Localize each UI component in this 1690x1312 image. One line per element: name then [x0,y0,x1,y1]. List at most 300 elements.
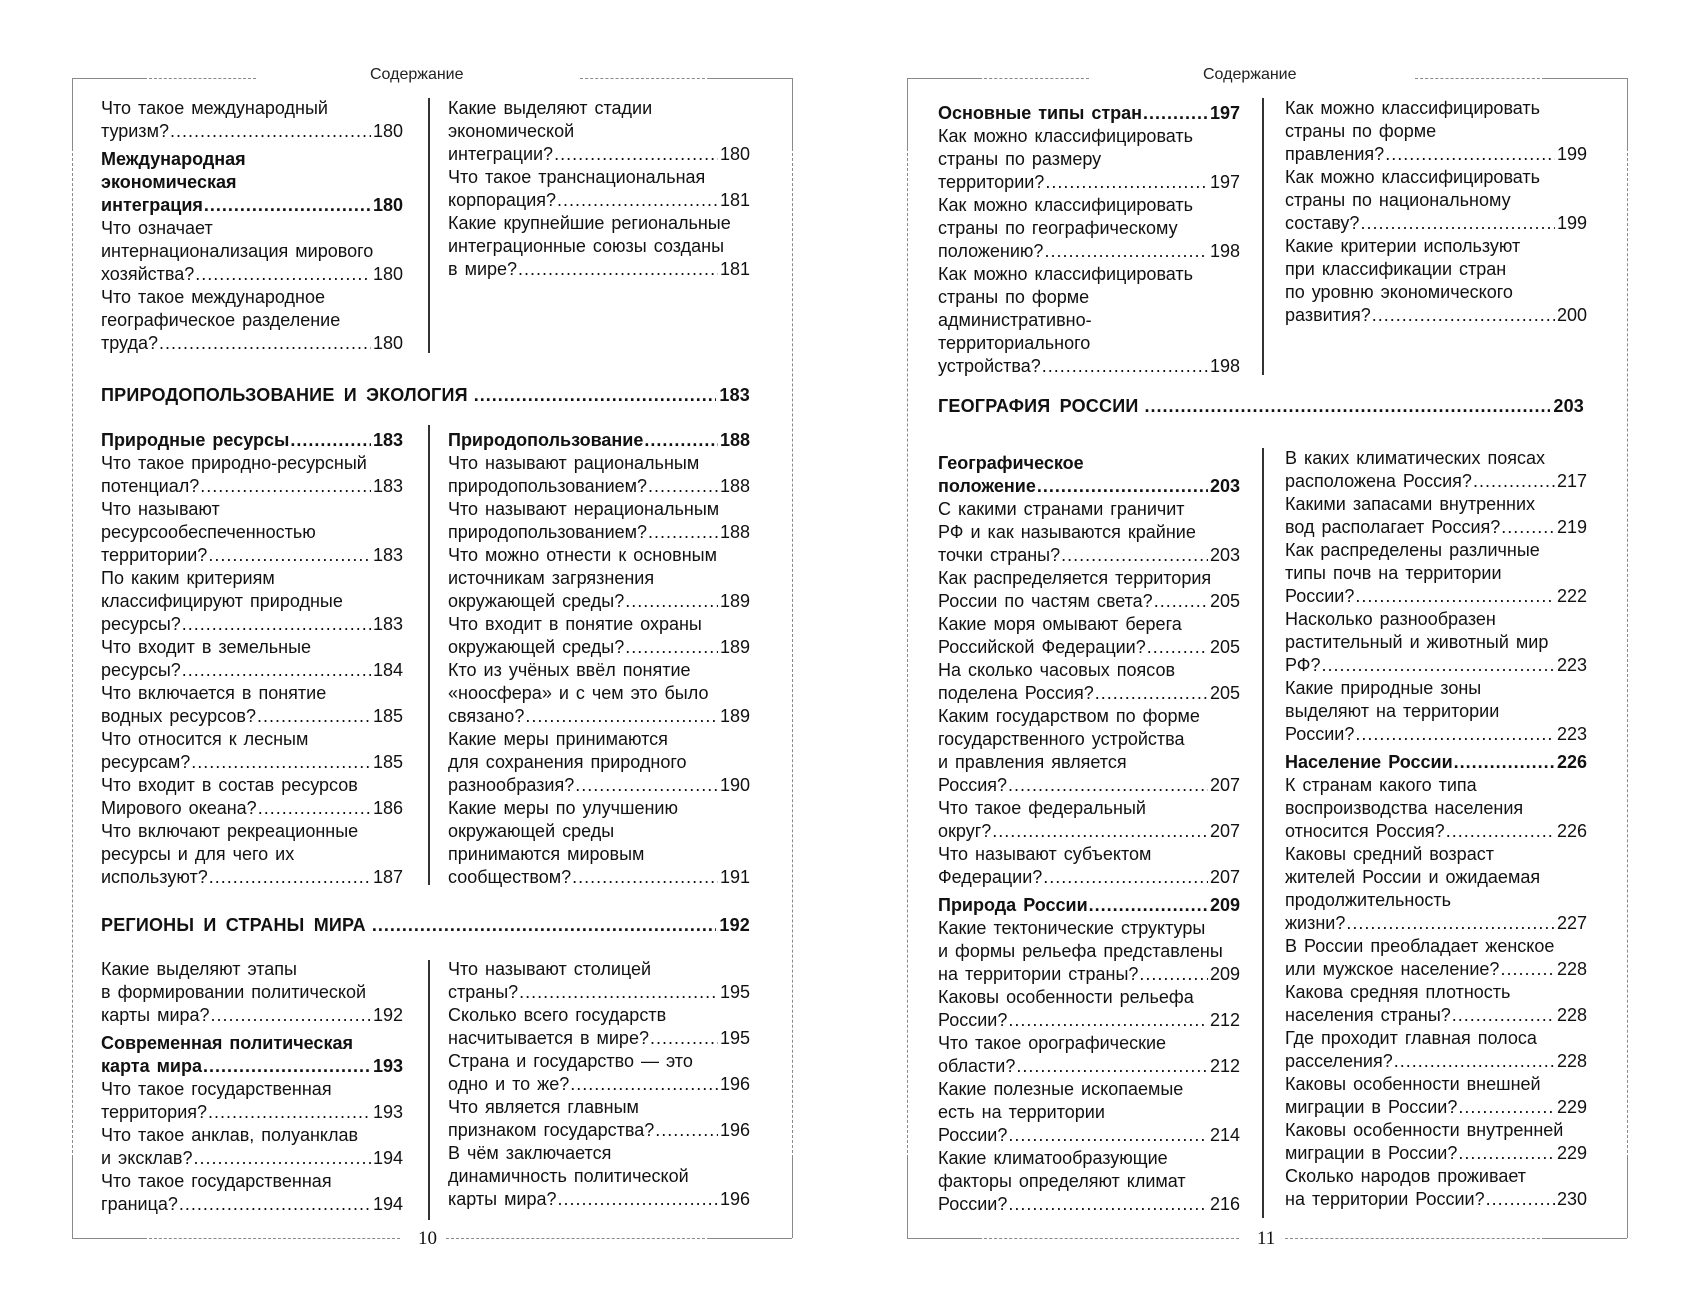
toc-entry[interactable] [938,567,1240,613]
frame-bottom-solid [907,1238,979,1239]
entry-text: природопользованием? [448,522,648,542]
dot-leader [1454,751,1555,772]
toc-column [938,447,1240,1216]
entry-text: России? [938,1125,1008,1145]
entry-page-number: 193 [372,1102,403,1122]
frame-left-dashed [907,148,908,1158]
entry-page-number: 226 [1556,752,1587,772]
entry-last-line [938,1009,1240,1032]
toc-entry[interactable] [1285,166,1587,235]
entry-text: России по частям света? [938,591,1153,611]
toc-entry[interactable] [938,498,1240,567]
section-heading[interactable] [101,915,750,936]
dot-leader [525,705,718,726]
toc-entry[interactable] [448,1004,750,1050]
entry-last-line [101,1055,403,1078]
entry-text: Что можно отнести к основным [448,545,717,565]
entry-page-number: 209 [1209,964,1240,984]
dot-leader [1139,963,1208,984]
entry-text: Что называют столицей [448,959,652,979]
dot-leader [655,1119,718,1140]
toc-entry[interactable] [1285,235,1587,327]
frame-right-dashed [1627,148,1628,1158]
dot-leader [1008,774,1208,795]
toc-entry[interactable] [1285,1165,1587,1211]
toc-entry[interactable] [1285,843,1587,935]
entry-last-line [938,1124,1240,1147]
dot-leader [1095,682,1208,703]
entry-page-number: 203 [1209,476,1240,496]
dot-leader [554,143,718,164]
toc-entry[interactable] [101,958,403,1027]
toc-entry[interactable] [101,1078,403,1124]
entry-text: Где проходит главная полоса [1285,1028,1537,1048]
entry-text: развития? [1285,305,1371,325]
toc-entry[interactable] [101,1124,403,1170]
toc-entry[interactable] [938,1032,1240,1078]
entry-text: насчитывается в мире? [448,1028,649,1048]
entry-page-number: 212 [1209,1056,1240,1076]
entry-page-number: 188 [719,522,750,542]
dot-leader [193,1147,370,1168]
entry-page-number: 195 [719,982,750,1002]
frame-top-dashed [1415,78,1545,79]
entry-text: воспроизводства населения [1285,798,1524,818]
entry-last-line [1285,470,1587,493]
entry-page-number: 183 [372,476,403,496]
toc-entry[interactable] [938,125,1240,194]
entry-last-line [101,1147,403,1170]
toc-entry[interactable] [938,263,1240,378]
dot-leader [1355,723,1555,744]
entry-last-line [938,682,1240,705]
dot-leader [1089,894,1208,915]
toc-entry[interactable] [448,498,750,544]
toc-entry[interactable] [1285,677,1587,746]
toc-entry[interactable] [1285,97,1587,166]
frame-bottom-solid [1545,1238,1627,1239]
entry-text: Что включают рекреационные [101,821,359,841]
entry-page-number: 228 [1556,1005,1587,1025]
dot-leader [195,263,371,284]
entry-text: «ноосфера» и с чем это было [448,683,709,703]
entry-text: источникам загрязнения [448,568,655,588]
entry-text: Что входит в земельные [101,637,312,657]
entry-last-line [101,1004,403,1027]
entry-text: продолжительность [1285,890,1451,910]
entry-text: Какими запасами внутренних [1285,494,1536,514]
toc-entry[interactable] [1285,1027,1587,1073]
entry-last-line [101,332,403,355]
entry-text: туризм? [101,121,169,141]
toc-entry[interactable] [448,1050,750,1096]
entry-text: Что такое природно-ресурсный [101,453,367,473]
entry-text: Население России [1285,752,1453,772]
dot-leader [572,866,718,887]
toc-entry[interactable] [448,797,750,889]
entry-text: окружающей среды [448,821,615,841]
frame-right-solid [1627,78,1628,148]
entry-text: положение [938,476,1036,496]
entry-last-line [101,1193,403,1216]
entry-text: Российской Федерации? [938,637,1146,657]
entry-text: населения страны? [1285,1005,1451,1025]
entry-text: ресурсообеспеченностью [101,522,316,542]
entry-text: одно и то же? [448,1074,570,1094]
toc-entry[interactable] [938,1078,1240,1147]
toc-entry[interactable] [448,728,750,797]
entry-page-number: 180 [372,195,403,215]
entry-text: страны по национальному [1285,190,1511,210]
entry-text: Как можно классифицировать [938,264,1194,284]
entry-text: на территории страны? [938,964,1139,984]
toc-entry[interactable] [448,166,750,212]
toc-entry[interactable] [448,958,750,1004]
entry-text: разнообразия? [448,775,575,795]
dot-leader [1446,820,1555,841]
dot-leader [644,429,718,450]
toc-entry[interactable] [101,774,403,820]
dot-leader [182,613,371,634]
entry-text: карты мира? [448,1189,557,1209]
entry-text: России? [938,1010,1008,1030]
entry-text: РФ и как называются крайние [938,522,1196,542]
entry-last-line [101,429,403,452]
entry-last-line [448,1188,750,1211]
entry-last-line [101,866,403,889]
entry-text: Что называют [101,499,220,519]
entry-last-line [448,705,750,728]
toc-column [101,424,403,889]
entry-page-number: 197 [1209,172,1240,192]
toc-entry[interactable] [448,1096,750,1142]
entry-text: Что такое анклав, полуанклав [101,1125,359,1145]
entry-page-number: 180 [372,333,403,353]
entry-last-line [938,963,1240,986]
entry-last-line [1285,912,1587,935]
entry-last-line [101,613,403,636]
entry-last-line [448,981,750,1004]
entry-text: России? [1285,586,1355,606]
entry-last-line [448,521,750,544]
entry-last-line [938,102,1240,125]
column-divider [428,425,430,885]
dot-leader [1042,355,1208,376]
toc-entry[interactable] [101,567,403,636]
entry-page-number: 205 [1209,591,1240,611]
entry-text: Современная политическая [101,1033,353,1053]
entry-last-line [1285,1004,1587,1027]
entry-text: интернационализация мирового [101,241,374,261]
toc-entry[interactable] [101,217,403,286]
entry-text: или мужское население? [1285,959,1500,979]
toc-entry[interactable] [448,452,750,498]
column-divider [1262,98,1264,375]
dot-leader [625,590,718,611]
toc-entry[interactable] [938,705,1240,797]
toc-subheading[interactable] [938,894,1240,917]
section-heading[interactable] [938,396,1584,417]
entry-text: связано? [448,706,525,726]
toc-subheading[interactable] [1285,751,1587,774]
entry-last-line [101,475,403,498]
dot-leader [1458,1142,1555,1163]
entry-last-line [101,1101,403,1124]
entry-page-number: 181 [719,190,750,210]
entry-last-line [1285,304,1587,327]
dot-leader [1458,1096,1555,1117]
entry-text: Природопользование [448,430,644,450]
entry-text: Географическое [938,453,1084,473]
entry-text: Что такое государственная [101,1079,332,1099]
entry-text: жителей России и ожидаемая [1285,867,1541,887]
entry-text: Что называют субъектом [938,844,1152,864]
toc-entry[interactable] [938,843,1240,889]
toc-column [101,958,403,1216]
dot-leader [159,332,371,353]
entry-last-line [1285,212,1587,235]
toc-entry[interactable] [938,613,1240,659]
entry-text: страны по форме [1285,121,1437,141]
toc-entry[interactable] [101,452,403,498]
entry-last-line [938,894,1240,917]
frame-top-dashed [580,78,710,79]
entry-last-line [448,866,750,889]
entry-text: Как распределены различные [1285,540,1540,560]
entry-text: расположена Россия? [1285,471,1472,491]
entry-text: ресурсам? [101,752,191,772]
entry-text: Каковы особенности внешней [1285,1074,1541,1094]
entry-text: Что относится к лесным [101,729,309,749]
frame-left-solid [72,1158,73,1238]
entry-last-line [1285,751,1587,774]
toc-entry[interactable] [1285,608,1587,677]
entry-last-line [1285,1050,1587,1073]
toc-entry[interactable] [1285,935,1587,981]
toc-entry[interactable] [938,1147,1240,1216]
entry-text: Что такое государственная [101,1171,332,1191]
entry-page-number: 188 [719,476,750,496]
entry-text: и формы рельефа представлены [938,941,1223,961]
entry-text: Как можно классифицировать [938,195,1194,215]
dot-leader [191,751,371,772]
entry-last-line [1285,958,1587,981]
entry-text: территориального [938,333,1091,353]
entry-text: выделяют на территории [1285,701,1500,721]
dot-leader [209,866,371,887]
dot-leader [1322,654,1555,675]
entry-text: страны по размеру [938,149,1102,169]
dot-leader [372,915,716,936]
dot-leader [211,1004,371,1025]
toc-entry[interactable] [101,728,403,774]
toc-entry[interactable] [1285,981,1587,1027]
entry-text: России? [938,1194,1008,1214]
entry-text: На сколько часовых поясов [938,660,1176,680]
entry-text: составу? [1285,213,1360,233]
toc-entry[interactable] [448,659,750,728]
entry-text: динамичность политической [448,1166,689,1186]
entry-page-number: 198 [1209,241,1240,261]
entry-page-number: 217 [1556,471,1587,491]
frame-top-solid-left [907,78,979,79]
entry-last-line [101,194,403,217]
entry-last-line [448,774,750,797]
toc-entry[interactable] [938,194,1240,263]
toc-entry[interactable] [101,636,403,682]
dot-leader [557,189,718,210]
dot-leader [650,1027,718,1048]
entry-page-number: 194 [372,1194,403,1214]
entry-last-line [448,258,750,281]
entry-text: расселения? [1285,1051,1393,1071]
entry-last-line [938,820,1240,843]
entry-text: ресурсы? [101,614,181,634]
entry-page-number: 180 [372,121,403,141]
dot-leader [1355,585,1555,606]
entry-text: Как можно классифицировать [938,126,1194,146]
entry-text: Какие климатообразующие [938,1148,1168,1168]
toc-entry[interactable] [448,212,750,281]
entry-last-line [101,705,403,728]
frame-left-solid [907,78,908,148]
entry-text: территории? [101,545,208,565]
entry-text: Что такое транснациональная [448,167,706,187]
dot-leader [1061,544,1208,565]
toc-entry[interactable] [448,1142,750,1211]
dot-leader [992,820,1208,841]
toc-entry[interactable] [1285,774,1587,843]
entry-page-number: 185 [372,752,403,772]
entry-text: интеграции? [448,144,554,164]
frame-bottom-dashed [446,1238,710,1239]
entry-text: России? [1285,724,1355,744]
section-page: 183 [719,385,750,405]
toc-entry[interactable] [1285,1073,1587,1119]
entry-text: административно- [938,310,1092,330]
toc-entry[interactable] [938,917,1240,986]
frame-bottom-dashed [979,1238,1239,1239]
toc-entry[interactable] [101,97,403,143]
entry-page-number: 189 [719,637,750,657]
toc-entry[interactable] [101,498,403,567]
toc-entry[interactable] [1285,447,1587,493]
entry-text: поделена Россия? [938,683,1094,703]
entry-page-number: 195 [719,1028,750,1048]
entry-last-line [938,866,1240,889]
toc-entry[interactable] [1285,1119,1587,1165]
dot-leader [518,258,718,279]
dot-leader [204,194,371,215]
dot-leader [558,1188,718,1209]
frame-right-solid [1627,1158,1628,1238]
toc-entry[interactable] [448,544,750,613]
entry-text: хозяйства? [101,264,195,284]
toc-subheading[interactable] [101,148,403,217]
entry-text: территории? [938,172,1045,192]
entry-text: Каковы особенности внутренней [1285,1120,1564,1140]
toc-entry[interactable] [1285,493,1587,539]
entry-text: Природа России [938,895,1088,915]
toc-subheading[interactable] [938,452,1240,498]
entry-text: Сколько народов проживает [1285,1166,1527,1186]
toc-subheading[interactable] [101,1032,403,1078]
entry-text: Какие природные зоны [1285,678,1482,698]
dot-leader [570,1073,718,1094]
toc-subheading[interactable] [448,429,750,452]
column-divider [428,960,430,1220]
toc-entry[interactable] [101,1170,403,1216]
entry-last-line [448,590,750,613]
dot-leader [1346,912,1555,933]
entry-text: устройства? [938,356,1041,376]
entry-page-number: 228 [1556,1051,1587,1071]
entry-text: Страна и государство — это [448,1051,693,1071]
toc-entry[interactable] [448,613,750,659]
entry-text: Какие моря омывают берега [938,614,1182,634]
toc-entry[interactable] [938,797,1240,843]
entry-last-line [101,120,403,143]
page-number: 11 [1257,1228,1276,1249]
dot-leader [1008,1124,1208,1145]
entry-text: труда? [101,333,158,353]
toc-entry[interactable] [101,286,403,355]
entry-text: сообществом? [448,867,572,887]
frame-bottom-solid [72,1238,144,1239]
toc-entry[interactable] [101,820,403,889]
entry-text: есть на территории [938,1102,1105,1122]
entry-text: по уровню экономического [1285,282,1513,302]
entry-text: граница? [101,1194,178,1214]
entry-page-number: 214 [1209,1125,1240,1145]
dot-leader [1452,1004,1555,1025]
entry-text: страны по форме [938,287,1090,307]
toc-column [1285,97,1587,327]
toc-entry[interactable] [1285,539,1587,608]
entry-page-number: 219 [1556,517,1587,537]
frame-bottom-solid [710,1238,792,1239]
entry-page-number: 199 [1556,144,1587,164]
entry-text: Как распределяется территория [938,568,1212,588]
toc-entry[interactable] [938,986,1240,1032]
section-heading[interactable] [101,385,750,406]
entry-page-number: 186 [372,798,403,818]
entry-text: окружающей среды? [448,637,625,657]
dot-leader [625,636,718,657]
toc-column [1285,447,1587,1211]
dot-leader [1500,958,1555,979]
entry-text: Что такое орографические [938,1033,1167,1053]
dot-leader [1008,1009,1208,1030]
toc-subheading[interactable] [938,102,1240,125]
entry-page-number: 188 [719,430,750,450]
frame-left-solid [907,1158,908,1238]
page-number: 10 [418,1228,437,1249]
entry-text: Какие выделяют стадии [448,98,653,118]
entry-page-number: 205 [1209,637,1240,657]
toc-entry[interactable] [448,97,750,166]
entry-text: Какие критерии используют [1285,236,1521,256]
entry-page-number: 226 [1556,821,1587,841]
toc-entry[interactable] [938,659,1240,705]
dot-leader [1486,1188,1555,1209]
entry-text: природопользованием? [448,476,648,496]
entry-page-number: 223 [1556,655,1587,675]
toc-subheading[interactable] [101,429,403,452]
frame-top-solid-right [710,78,792,79]
entry-text: Какие меры по улучшению [448,798,678,818]
toc-entry[interactable] [101,682,403,728]
